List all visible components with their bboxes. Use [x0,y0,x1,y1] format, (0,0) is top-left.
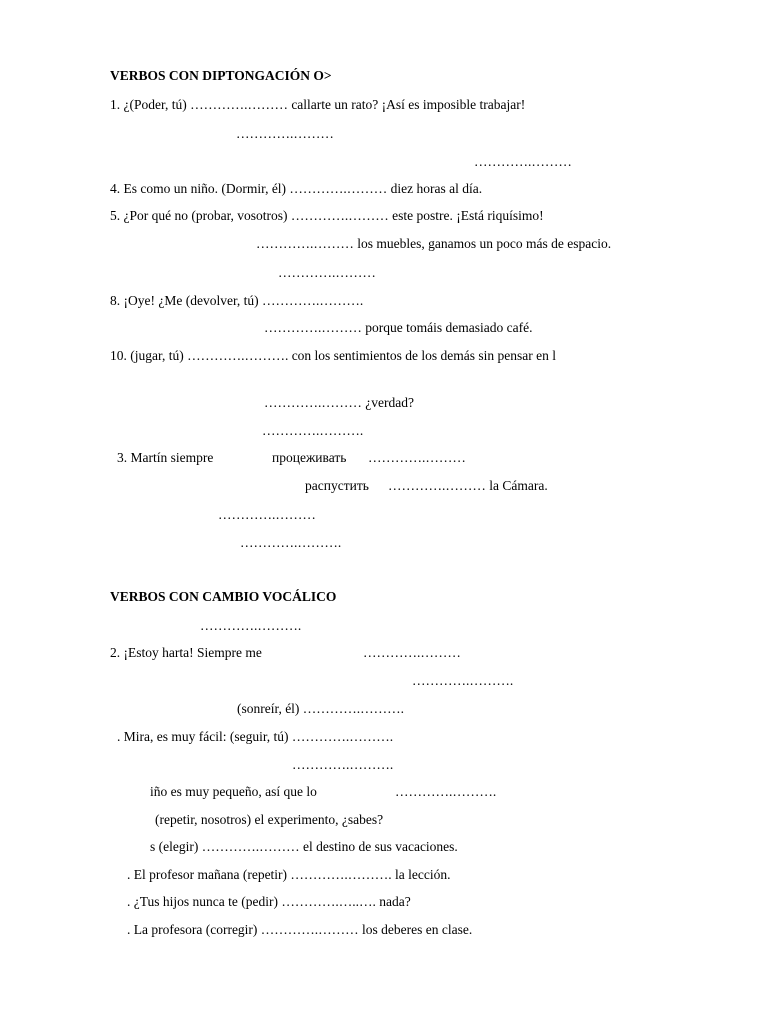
exercise-line: 10. (jugar, tú) ………….………. con los sentimientos de los demás sin pensar en l [110,348,557,363]
exercise-line: iño es muy pequeño, así que lo [150,784,317,799]
blank-line: ………….……… [363,645,461,660]
blank-line: ………….……… [474,154,572,169]
blank-line: ………….……… [218,507,316,522]
exercise-line: (repetir, nosotros) el experimento, ¿sabes? [155,812,384,827]
exercise-line: . ¿Tus hijos nunca te (pedir) ………….…..…. nada? [127,894,411,909]
exercise-word: распустить [305,478,369,493]
exercise-line: s (elegir) ………….……… el destino de sus vacaciones. [150,839,458,854]
exercise-line: 3. Martín siempre [117,450,214,465]
exercise-line: 1. ¿(Poder, tú) ………….……… callarte un rato? ¡Así es imposible trabajar! [110,97,526,112]
exercise-line: (sonreír, él) ………….………. [237,701,405,716]
exercise-line: . El profesor mañana (repetir) ………….………. la lección. [127,867,451,882]
blank-line: ………….………. [292,757,394,772]
blank-line: ………….……… [368,450,466,465]
exercise-word: процеживать [272,450,347,465]
blank-line: ………….………. [262,423,364,438]
exercise-line: . Mira, es muy fácil: (seguir, tú) ………….………. [117,729,394,744]
exercise-line: ………….……… porque tomáis demasiado café. [264,320,533,335]
blank-line: ………….………. [395,784,497,799]
exercise-line: ………….……… los muebles, ganamos un poco más de espacio. [256,236,612,251]
blank-line: ………….……… [236,126,334,141]
blank-line: ………….………. [240,535,342,550]
section-heading-cambio-vocalico: VERBOS CON CAMBIO VOCÁLICO [110,589,337,604]
exercise-line: 8. ¡Oye! ¿Me (devolver, tú) ………….………. [110,293,364,308]
section-heading-diptongacion: VERBOS CON DIPTONGACIÓN O> [110,68,332,83]
blank-line: ………….……… [278,265,376,280]
exercise-line: 2. ¡Estoy harta! Siempre me [110,645,262,660]
exercise-line: . La profesora (corregir) ………….……… los deberes en clase. [127,922,473,937]
exercise-line: ………….……… la Cámara. [388,478,548,493]
blank-line: ………….………. [412,673,514,688]
exercise-line: 4. Es como un niño. (Dormir, él) ………….……… diez horas al día. [110,181,483,196]
blank-line: ………….………. [200,618,302,633]
exercise-line: ………….……… ¿verdad? [264,395,414,410]
exercise-line: 5. ¿Por qué no (probar, vosotros) ………….……… este postre. ¡Está riquísimo! [110,208,544,223]
